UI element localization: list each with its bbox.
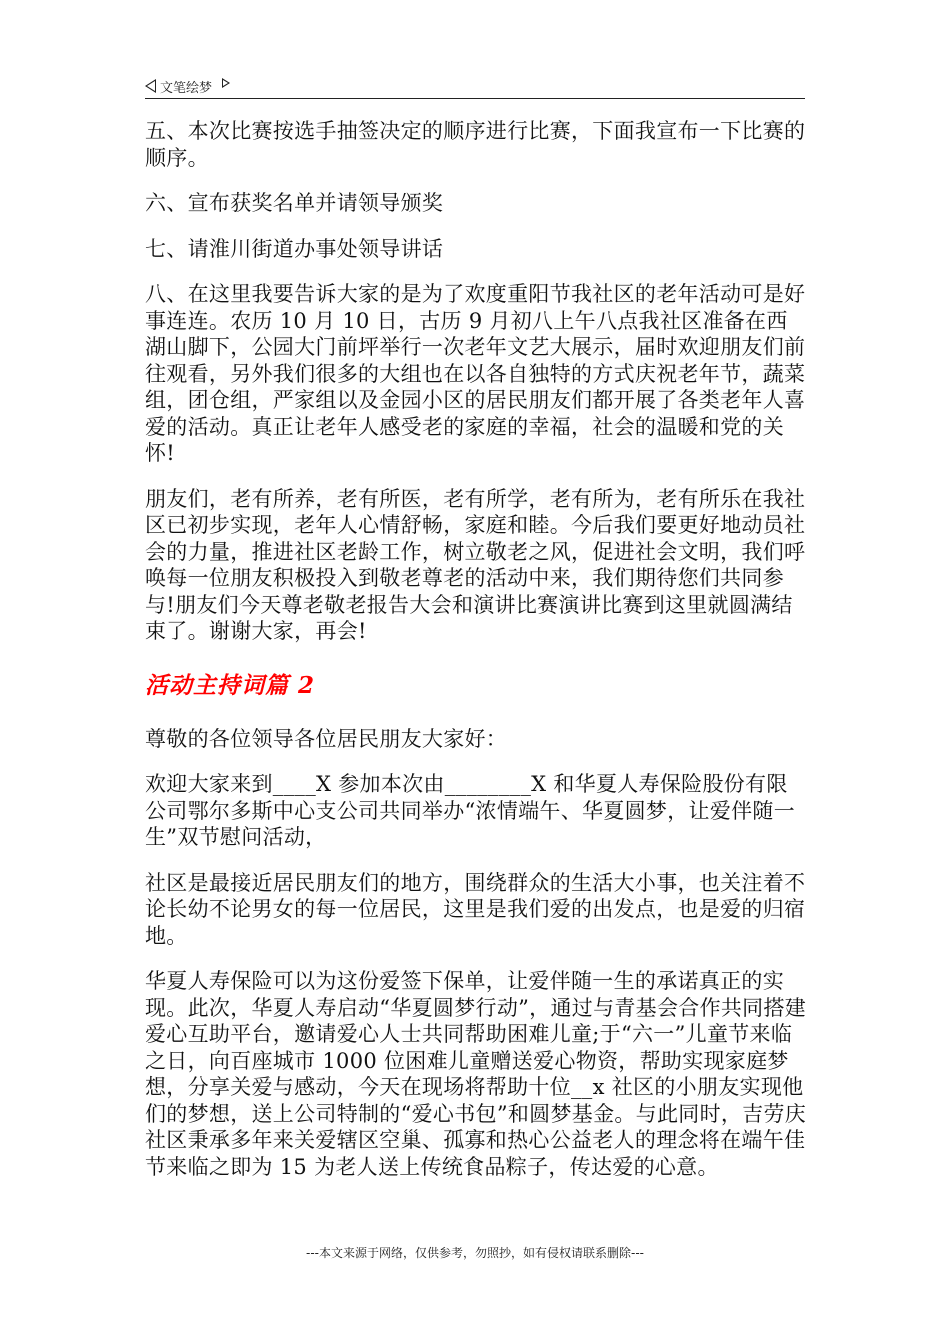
header-label: 文笔绘梦 bbox=[160, 80, 213, 96]
paragraph-community: 社区是最接近居民朋友们的地方，围绕群众的生活大小事，也关注着不论长幼不论男女的每一位居民，这里是我们爱的出发点，也是爱的归宿地。 bbox=[145, 870, 806, 948]
paragraph-welcome: 欢迎大家来到____X 参加本次由________X 和华夏人寿保险股份有限公司鄂尔多斯中心支公司共同举办“浓情端午、华夏圆梦，让爱伴随一生”双节慰问活动， bbox=[145, 772, 796, 849]
document-body bbox=[145, 118, 807, 1199]
triangle-right-outline-icon bbox=[222, 78, 230, 88]
paragraph-insurance: 华夏人寿保险可以为这份爱签下保单，让爱伴随一生的承诺真正的实现。此次，华夏人寿启动“华夏圆梦行动”，通过与青基会合作共同搭建爱心互助平台，邀请爱心人士共同帮助困难儿童;于“六一”儿童节来临之日，向百座城市 1000 位困难儿童赠送爱心物资，帮助实现家庭梦想，分享关爱与感动，今天在现场将帮助十位__x 社区的小朋友实现他们的梦想，送上公司特制的“爱心书包”和圆梦基金。与此同时，吉劳庆社区秉承多年来关爱辖区空巢、孤寡和热心公益老人的理念将在端午佳节来临之即为 15 为老人送上传统食品粽子，传达爱的心意。 bbox=[145, 969, 807, 1179]
triangle-left-outline-icon bbox=[145, 79, 156, 93]
paragraph-6: 六、宣布获奖名单并请领导颁奖 bbox=[145, 191, 444, 215]
paragraph-greeting: 尊敬的各位领导各位居民朋友大家好： bbox=[145, 726, 508, 751]
paragraph-8: 八、在这里我要告诉大家的是为了欢度重阳节我社区的老年活动可是好事连连。农历 10 月 10 日，古历 9 月初八上午八点我社区准备在西湖山脚下，公园大门前坪举行一次老年文艺大展示，届时欢迎朋友们前往观看，另外我们很多的大组也在以各自独特的方式庆祝老年节，蔬菜组，团仓组，严家组以及金园小区的居民朋友们都开展了各类老年人喜爱的活动。真正让老年人感受老的家庭的幸福，社会的温暖和党的关怀! bbox=[145, 282, 806, 465]
page-footer: ---本文来源于网络，仅供参考，勿照抄，如有侵权请联系删除--- bbox=[306, 1246, 644, 1260]
page-header bbox=[145, 74, 805, 99]
paragraph-5: 五、本次比赛按选手抽签决定的顺序进行比赛，下面我宣布一下比赛的顺序。 bbox=[145, 119, 806, 170]
paragraph-closing: 朋友们，老有所养，老有所医，老有所学，老有所为，老有所乐在我社区已初步实现，老年人心情舒畅，家庭和睦。今后我们要更好地动员社会的力量，推进社区老龄工作，树立敬老之风，促进社会文明，我们呼唤每一位朋友积极投入到敬老尊老的活动中来，我们期待您们共同参与!朋友们今天尊老敬老报告大会和演讲比赛演讲比赛到这里就圆满结束了。谢谢大家，再会! bbox=[145, 486, 806, 643]
paragraph-7: 七、请淮川街道办事处领导讲话 bbox=[145, 236, 444, 261]
section-title: 活动主持词篇 2 bbox=[145, 671, 316, 699]
